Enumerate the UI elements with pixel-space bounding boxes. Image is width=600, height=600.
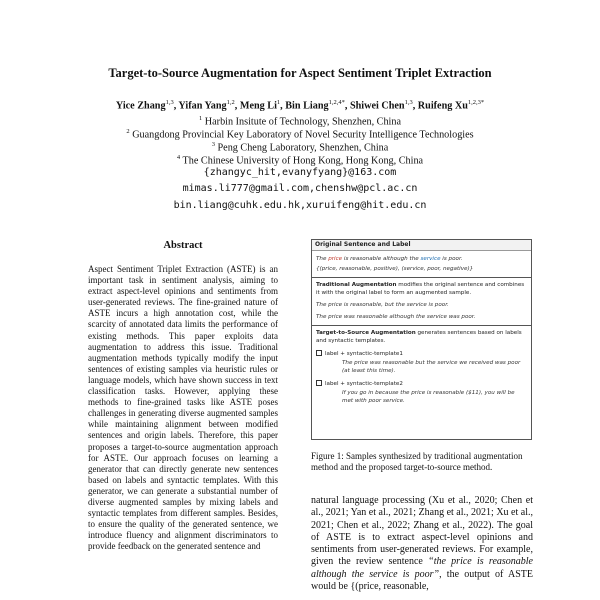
author: Bin Liang xyxy=(285,100,329,112)
figure-1 xyxy=(311,239,532,440)
affiliation: $^3$ Peng Cheng Laboratory, Shenzhen, China xyxy=(211,141,389,154)
author: Meng Li xyxy=(239,100,277,112)
affiliation: $^4$ The Chinese University of Hong Kong, Hong Kong, China xyxy=(176,154,424,167)
figure-caption: Figure 1: Samples synthesized by traditional augmentation method and the proposed target-to-source method. xyxy=(311,451,523,472)
original-sentence: The price is reasonable although the service is poor. xyxy=(316,256,463,262)
target-to-source-section: Target-to-Source Augmentation generates sentences based on labels and syntactic templates. label + syntactic-template1 The price was reasonable but the service we received was poor (at least this time). label + syntactic-template2 If you go in because the price is reasonable ($11), you will be met with poor service. xyxy=(312,325,531,406)
author: Ruifeng Xu xyxy=(417,100,468,112)
email-line: {zhangyc_hit,evanyfyang}@163.com xyxy=(203,167,397,178)
author: Yifan Yang xyxy=(178,100,227,112)
traditional-example: The price is reasonable, but the service is poor. xyxy=(316,302,449,308)
affiliation: $^2$ Guangdong Provincial Key Laboratory of Novel Security Intelligence Technologies xyxy=(126,128,474,141)
template-example: The price was reasonable but the service we received was poor (at least this time). xyxy=(342,360,521,374)
traditional-example: The price was reasonable although the service was poor. xyxy=(316,314,476,320)
original-label: Original Sentence and Label xyxy=(312,240,531,251)
affiliation: $^1$ Harbin Insitute of Technology, Shenzhen, China xyxy=(199,115,401,128)
author-list: Yice Zhang$^{1,3}$, Yifan Yang$^{1,2}$, Meng Li$^1$, Bin Liang$^{1,2,4*}$, Shiwei Chen$^{1,3}$, Ruifeng $Xu^{1,2,3*}$ xyxy=(115,99,485,112)
author: Shiwei Chen xyxy=(349,100,405,112)
traditional-section: Traditional Augmentation modifies the original sentence and combines it with the original label to form an augmented sample. The price is reasonable, but the service is poor. The price was reasonable although the service was poor. xyxy=(312,277,531,322)
original-triplets: {(price, reasonable, positive), (service, poor, negative)} xyxy=(316,266,474,272)
checkbox-icon xyxy=(316,380,322,386)
author: Yice Zhang xyxy=(115,100,166,112)
abstract-text: Aspect Sentiment Triplet Extraction (ASTE) is an important task in sentiment analysis, aiming to extract aspect-level opinions and sentiments from user-generated reviews. The fine-grained nature of ASTE incurs a high annotation cost, while the scarcity of annotated data limits the performance of existing methods. This paper exploits data augmentation to address this issue. Traditional augmentation methods typically modify the input sentences of existing samples via heuristic rules or language models, which have shown success in text classification tasks. However, applying these methods to fine-grained tasks like ASTE poses challenges in generating diverse augmented samples while maintaining alignment between modified sentences and origin labels. Therefore, this paper proposes a target-to-source augmentation approach for ASTE. Our approach focuses on learning a generator that can directly generate new sentences based on labels and syntactic templates. With this generator, we can generate a substantial number of diverse augmented samples by mixing labels and syntactic templates from different samples. Besides, to ensure the quality of the generated sentence, we introduce fluency and alignment discriminators to provide feedback on the generated sentence and xyxy=(88,264,278,552)
paper-title: Target-to-Source Augmentation for Aspect Sentiment Triplet Extraction xyxy=(108,66,492,80)
email-line: mimas.li777@gmail.com,chenshw@pcl.ac.cn xyxy=(182,183,418,194)
email-line: bin.liang@cuhk.edu.hk,xuruifeng@hit.edu.cn xyxy=(173,200,427,211)
checkbox-icon xyxy=(316,350,322,356)
abstract-heading: Abstract xyxy=(163,240,203,251)
template-example: If you go in because the price is reasonable ($11), you will be met with poor service. xyxy=(342,390,515,404)
body-text: natural language processing (Xu et al., 2020; Chen et al., 2021; Yan et al., 2021; Zhang et al., 2021; Xu et al., 2021; Chen et al., 2022; Zhang et al., 2022). The goal of ASTE is to extract aspect-level opinions and sentiments from user-generated reviews. For example, given the review sentence “the price is reasonable although the service is poor”, the output of ASTE would be {(price, reasonable, xyxy=(311,495,533,593)
